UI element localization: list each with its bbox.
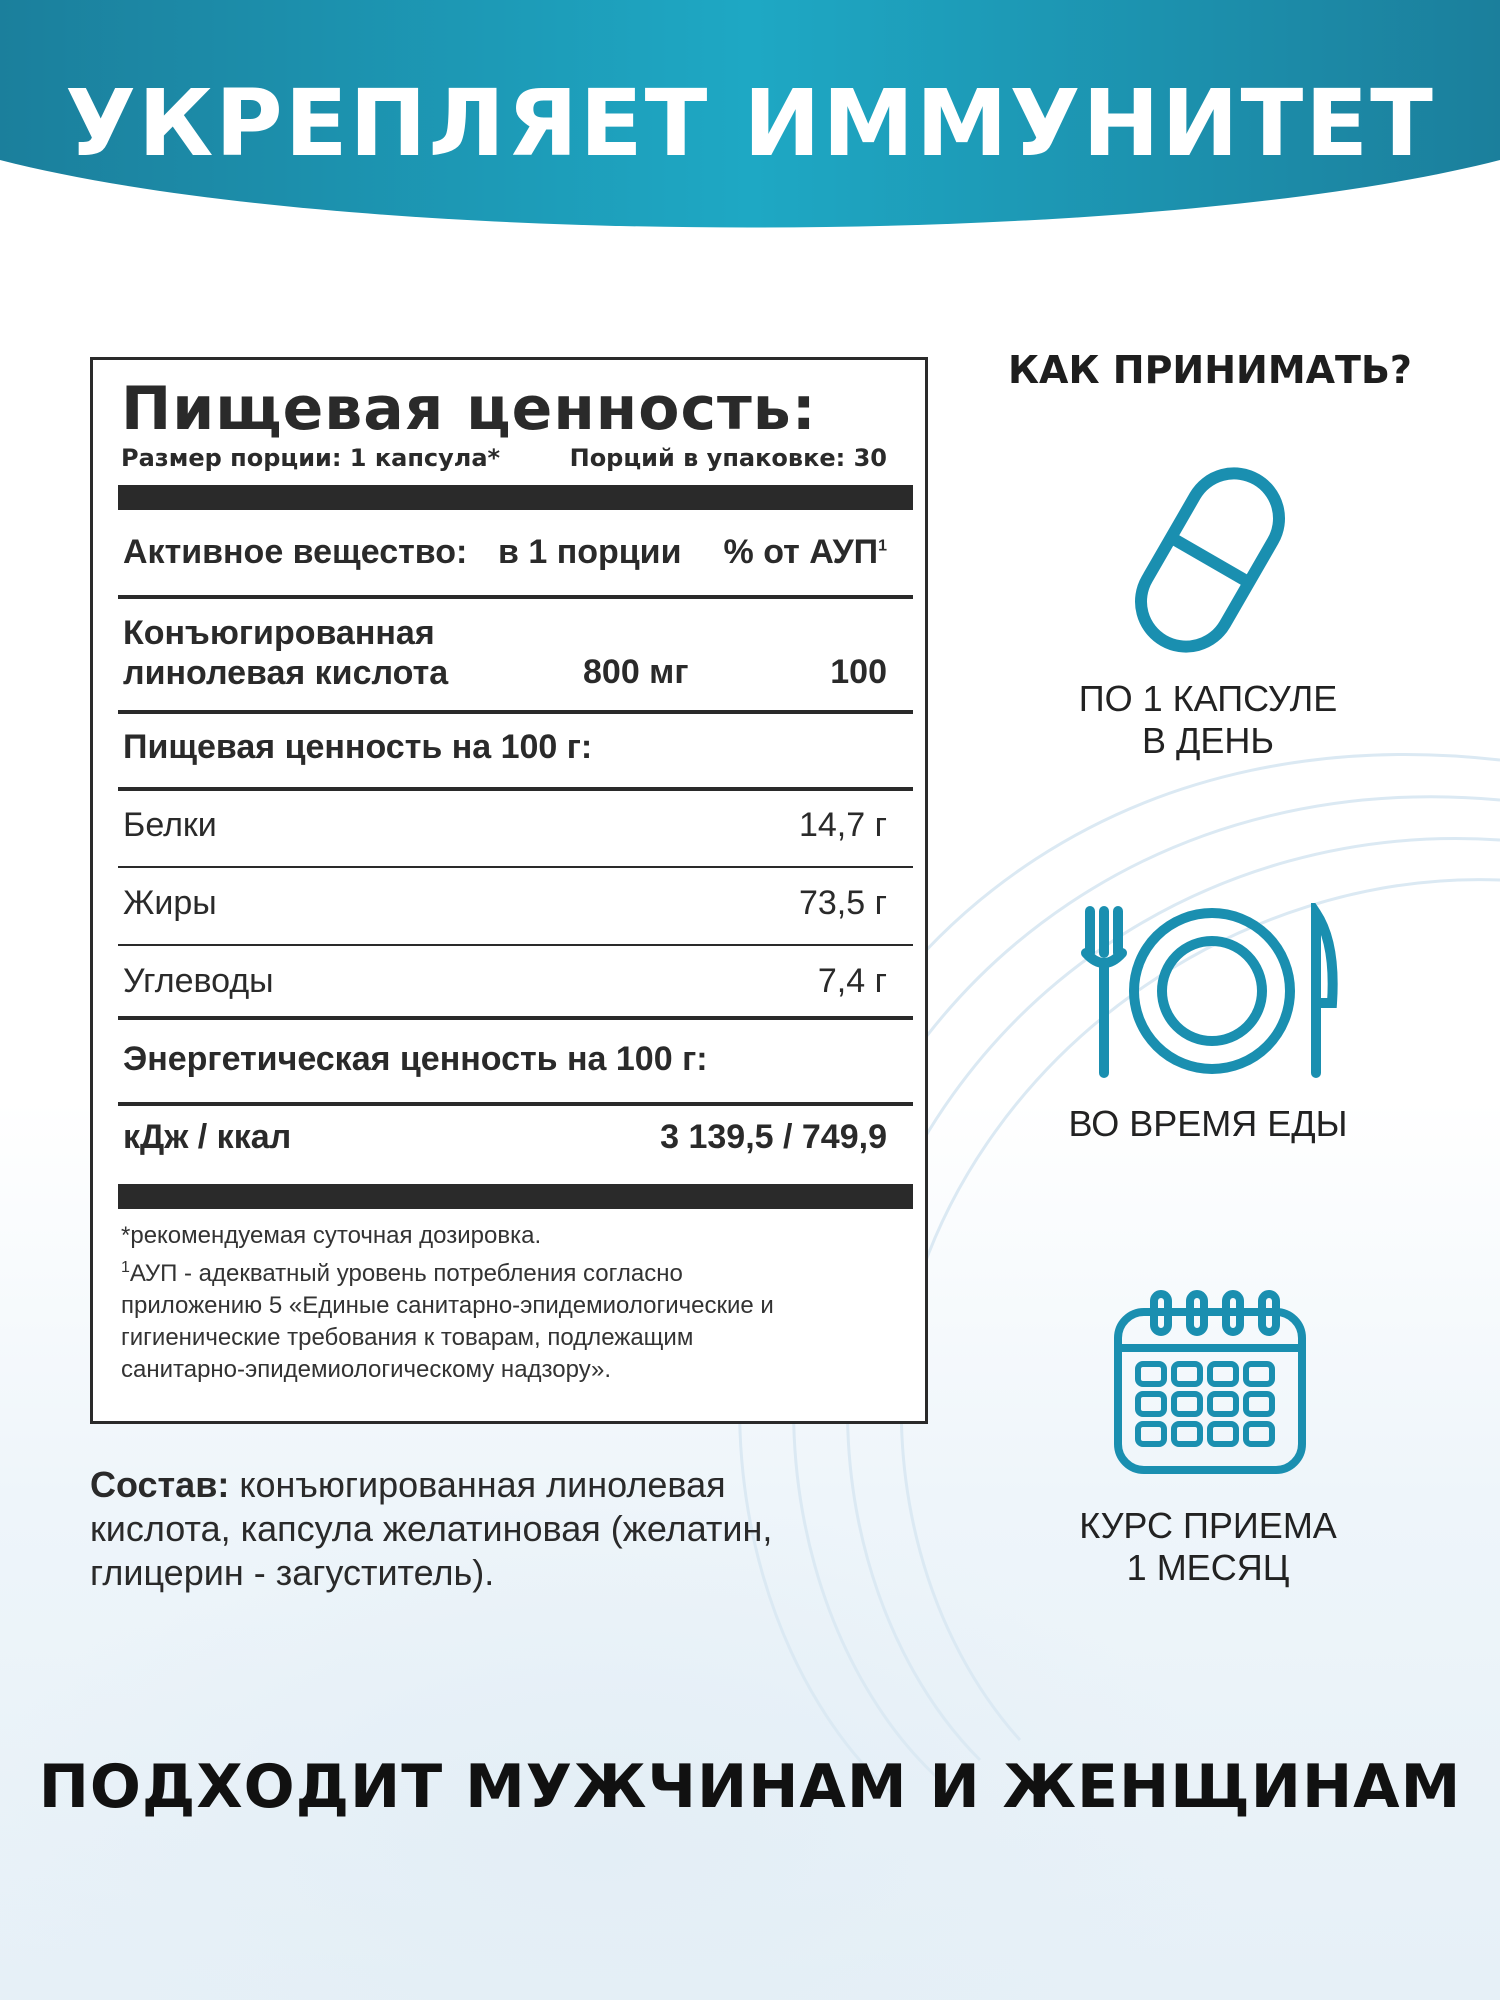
energy-heading: Энергетическая ценность на 100 г: — [123, 1040, 708, 1078]
bottom-slogan: ПОДХОДИТ МУЖЧИНАМ И ЖЕНЩИНАМ — [38, 1752, 1462, 1822]
divider — [118, 866, 913, 868]
divider — [118, 1102, 913, 1106]
row-value: 14,7 г — [798, 806, 887, 844]
col-substance: Активное вещество: — [123, 533, 468, 571]
nutrition-facts-panel — [90, 357, 928, 1424]
divider — [118, 1016, 913, 1020]
active-rda: 100 — [830, 653, 887, 691]
footnotes: *рекомендуемая суточная дозировка. $^1$АУП - адекватный уровень потребления согласно приложению 5 «Единые санитарно-эпидемиологические и гигиенические требования к товарам, подлежащим санитарно-эпидемиологическому надзору». — [121, 1222, 774, 1383]
panel-title: Пищевая ценность: — [121, 374, 817, 444]
energy-value: 3 139,5 / 749,9 — [660, 1118, 887, 1156]
header-title: УКРЕПЛЯЕТ ИММУНИТЕТ — [65, 70, 1435, 177]
col-per-serving: в 1 порции — [498, 533, 682, 571]
calendar-icon — [1110, 1288, 1310, 1478]
servings-per-pack: Порций в упаковке: 30 — [569, 444, 887, 472]
header-banner — [0, 0, 1500, 250]
plate-cutlery-icon — [1080, 903, 1340, 1078]
composition: Состав: конъюгированная линолевая кислота, капсула желатиновая (желатин, глицерин - загуститель). — [90, 1464, 773, 1593]
row-value: 73,5 г — [798, 884, 887, 922]
row-label: Белки — [123, 806, 217, 844]
divider — [118, 787, 913, 791]
thick-divider — [118, 1184, 913, 1209]
how-to-take-title: КАК ПРИНИМАТЬ? — [1008, 348, 1412, 392]
col-rda: % от АУП$^1$ — [723, 533, 887, 571]
divider — [118, 595, 913, 599]
row-value: 7,4 г — [817, 962, 887, 1000]
active-substance-name: Конъюгированная линолевая кислота — [123, 614, 449, 692]
instruction-caption: ВО ВРЕМЯ ЕДЫ — [1068, 1103, 1348, 1144]
thick-divider — [118, 485, 913, 510]
energy-label: кДж / ккал — [123, 1118, 292, 1156]
serving-size: Размер порции: 1 капсула* — [121, 444, 501, 472]
active-amount: 800 мг — [583, 653, 689, 691]
instruction-caption: КУРС ПРИЕМА 1 МЕСЯЦ — [1079, 1505, 1337, 1588]
divider — [118, 710, 913, 714]
per100-heading: Пищевая ценность на 100 г: — [123, 728, 593, 766]
row-label: Углеводы — [123, 962, 274, 1000]
row-label: Жиры — [123, 884, 217, 922]
divider — [118, 944, 913, 946]
capsule-icon — [1120, 455, 1300, 665]
instruction-caption: ПО 1 КАПСУЛЕ В ДЕНЬ — [1078, 678, 1338, 761]
